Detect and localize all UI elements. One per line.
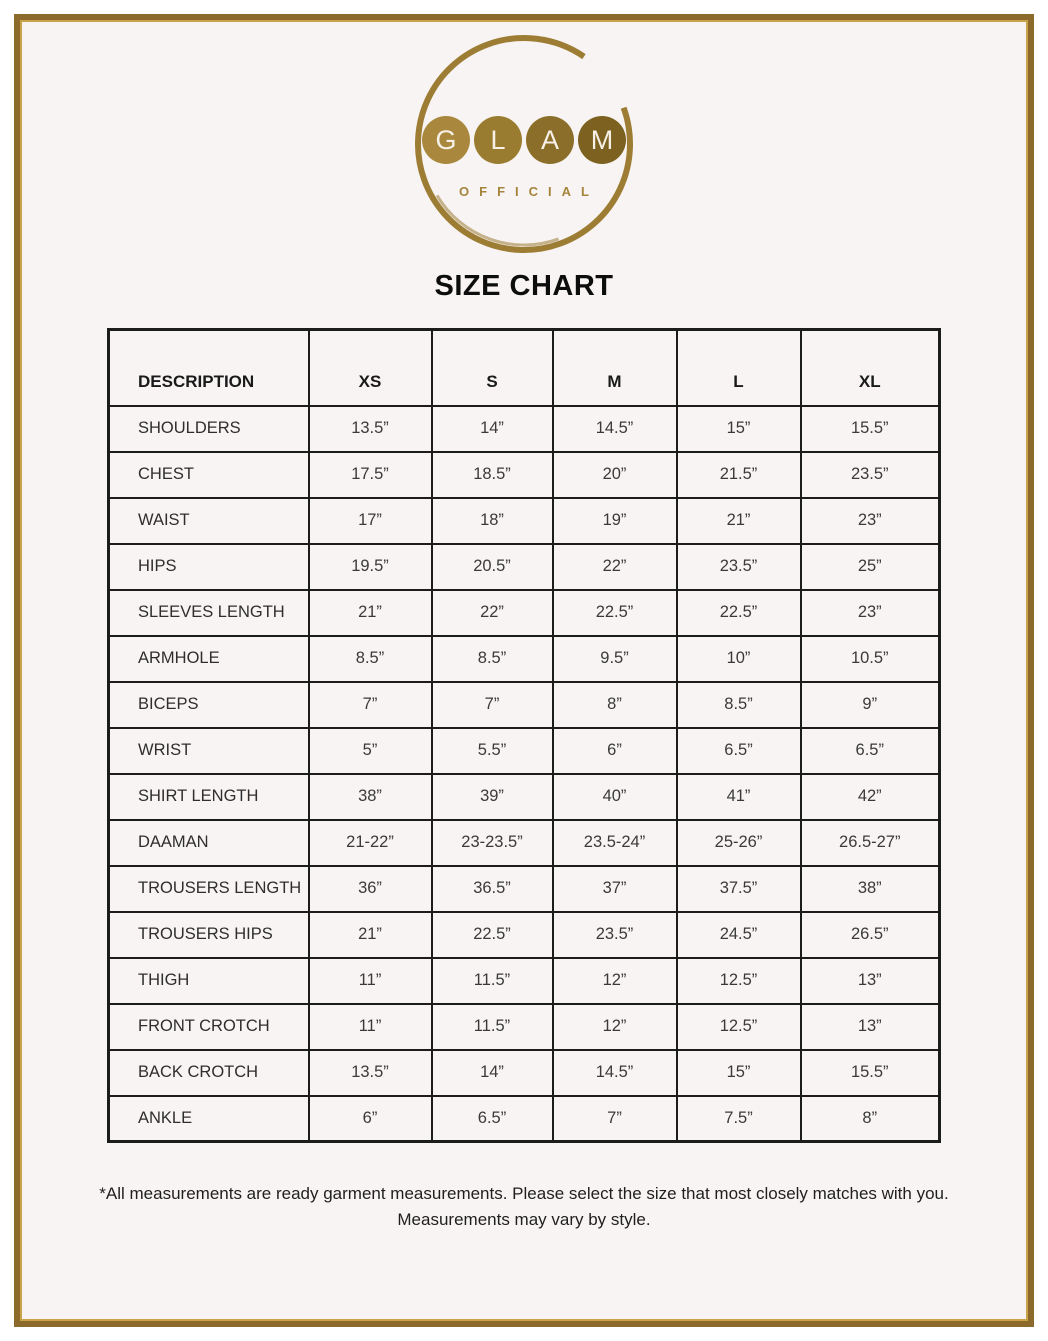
cell-value: 23” xyxy=(801,498,940,544)
row-label: SHIRT LENGTH xyxy=(109,774,309,820)
cell-value: 9.5” xyxy=(553,636,677,682)
table-header-row xyxy=(109,330,940,406)
logo-letter-circle-l: L xyxy=(474,116,522,164)
cell-value: 13.5” xyxy=(309,406,432,452)
page-frame xyxy=(14,14,1034,1327)
cell-value: 18.5” xyxy=(432,452,553,498)
row-label: SHOULDERS xyxy=(109,406,309,452)
logo-letter-circle-m: M xyxy=(578,116,626,164)
cell-value: 37” xyxy=(553,866,677,912)
table-row xyxy=(109,590,940,636)
table-row xyxy=(109,912,940,958)
column-header-xs: XS xyxy=(309,330,432,406)
cell-value: 23-23.5” xyxy=(432,820,553,866)
cell-value: 8.5” xyxy=(677,682,801,728)
cell-value: 11.5” xyxy=(432,958,553,1004)
cell-value: 22.5” xyxy=(432,912,553,958)
cell-value: 8” xyxy=(553,682,677,728)
cell-value: 12.5” xyxy=(677,1004,801,1050)
row-label: WAIST xyxy=(109,498,309,544)
cell-value: 23.5” xyxy=(801,452,940,498)
cell-value: 13” xyxy=(801,1004,940,1050)
row-label: SLEEVES LENGTH xyxy=(109,590,309,636)
cell-value: 6.5” xyxy=(677,728,801,774)
cell-value: 15” xyxy=(677,1050,801,1096)
cell-value: 22” xyxy=(432,590,553,636)
cell-value: 12” xyxy=(553,958,677,1004)
row-label: BICEPS xyxy=(109,682,309,728)
cell-value: 7” xyxy=(309,682,432,728)
column-header-xl: XL xyxy=(801,330,940,406)
cell-value: 6.5” xyxy=(801,728,940,774)
cell-value: 22” xyxy=(553,544,677,590)
logo-letter-circle-g: G xyxy=(422,116,470,164)
logo-subtitle: OFFICIAL xyxy=(459,184,599,199)
table-row xyxy=(109,1096,940,1142)
cell-value: 15” xyxy=(677,406,801,452)
column-header-description: DESCRIPTION xyxy=(109,330,309,406)
cell-value: 8” xyxy=(801,1096,940,1142)
cell-value: 12.5” xyxy=(677,958,801,1004)
cell-value: 23.5” xyxy=(553,912,677,958)
cell-value: 39” xyxy=(432,774,553,820)
cell-value: 11” xyxy=(309,958,432,1004)
cell-value: 6” xyxy=(553,728,677,774)
table-row xyxy=(109,728,940,774)
column-header-l: L xyxy=(677,330,801,406)
cell-value: 21.5” xyxy=(677,452,801,498)
cell-value: 26.5-27” xyxy=(801,820,940,866)
cell-value: 23” xyxy=(801,590,940,636)
row-label: CHEST xyxy=(109,452,309,498)
cell-value: 23.5-24” xyxy=(553,820,677,866)
cell-value: 21” xyxy=(677,498,801,544)
cell-value: 6” xyxy=(309,1096,432,1142)
table-row xyxy=(109,958,940,1004)
cell-value: 9” xyxy=(801,682,940,728)
cell-value: 8.5” xyxy=(309,636,432,682)
cell-value: 7” xyxy=(432,682,553,728)
cell-value: 15.5” xyxy=(801,406,940,452)
table-row xyxy=(109,820,940,866)
cell-value: 13” xyxy=(801,958,940,1004)
cell-value: 24.5” xyxy=(677,912,801,958)
table-row xyxy=(109,498,940,544)
cell-value: 14” xyxy=(432,1050,553,1096)
cell-value: 18” xyxy=(432,498,553,544)
table-row xyxy=(109,1050,940,1096)
cell-value: 21-22” xyxy=(309,820,432,866)
row-label: BACK CROTCH xyxy=(109,1050,309,1096)
table-row xyxy=(109,682,940,728)
cell-value: 23.5” xyxy=(677,544,801,590)
footer-line-2: Measurements may vary by style. xyxy=(397,1210,651,1229)
cell-value: 11” xyxy=(309,1004,432,1050)
cell-value: 21” xyxy=(309,912,432,958)
cell-value: 7.5” xyxy=(677,1096,801,1142)
table-row xyxy=(109,774,940,820)
footer-note xyxy=(20,1181,1028,1233)
table-body xyxy=(109,406,940,1142)
cell-value: 14” xyxy=(432,406,553,452)
cell-value: 12” xyxy=(553,1004,677,1050)
cell-value: 38” xyxy=(309,774,432,820)
table-row xyxy=(109,544,940,590)
cell-value: 25” xyxy=(801,544,940,590)
row-label: ANKLE xyxy=(109,1096,309,1142)
cell-value: 36” xyxy=(309,866,432,912)
cell-value: 22.5” xyxy=(553,590,677,636)
cell-value: 5” xyxy=(309,728,432,774)
cell-value: 20.5” xyxy=(432,544,553,590)
cell-value: 22.5” xyxy=(677,590,801,636)
cell-value: 11.5” xyxy=(432,1004,553,1050)
cell-value: 13.5” xyxy=(309,1050,432,1096)
cell-value: 7” xyxy=(553,1096,677,1142)
cell-value: 5.5” xyxy=(432,728,553,774)
row-label: TROUSERS LENGTH xyxy=(109,866,309,912)
logo-letters xyxy=(422,116,626,164)
row-label: FRONT CROTCH xyxy=(109,1004,309,1050)
cell-value: 14.5” xyxy=(553,1050,677,1096)
cell-value: 17.5” xyxy=(309,452,432,498)
column-header-s: S xyxy=(432,330,553,406)
cell-value: 38” xyxy=(801,866,940,912)
cell-value: 6.5” xyxy=(432,1096,553,1142)
cell-value: 20” xyxy=(553,452,677,498)
column-header-m: M xyxy=(553,330,677,406)
row-label: HIPS xyxy=(109,544,309,590)
cell-value: 25-26” xyxy=(677,820,801,866)
cell-value: 42” xyxy=(801,774,940,820)
page-title: SIZE CHART xyxy=(434,270,614,302)
cell-value: 19.5” xyxy=(309,544,432,590)
cell-value: 8.5” xyxy=(432,636,553,682)
cell-value: 26.5” xyxy=(801,912,940,958)
cell-value: 15.5” xyxy=(801,1050,940,1096)
row-label: ARMHOLE xyxy=(109,636,309,682)
size-chart-table xyxy=(107,328,941,1143)
table-row xyxy=(109,636,940,682)
cell-value: 21” xyxy=(309,590,432,636)
table-row xyxy=(109,866,940,912)
table-row xyxy=(109,406,940,452)
cell-value: 10” xyxy=(677,636,801,682)
row-label: TROUSERS HIPS xyxy=(109,912,309,958)
row-label: DAAMAN xyxy=(109,820,309,866)
cell-value: 17” xyxy=(309,498,432,544)
cell-value: 14.5” xyxy=(553,406,677,452)
cell-value: 41” xyxy=(677,774,801,820)
table-row xyxy=(109,452,940,498)
cell-value: 40” xyxy=(553,774,677,820)
brand-logo xyxy=(408,28,640,260)
cell-value: 37.5” xyxy=(677,866,801,912)
row-label: THIGH xyxy=(109,958,309,1004)
table-row xyxy=(109,1004,940,1050)
cell-value: 19” xyxy=(553,498,677,544)
row-label: WRIST xyxy=(109,728,309,774)
cell-value: 10.5” xyxy=(801,636,940,682)
cell-value: 36.5” xyxy=(432,866,553,912)
footer-line-1: *All measurements are ready garment measurements. Please select the size that most closely matches with you. xyxy=(99,1184,949,1203)
logo-letter-circle-a: A xyxy=(526,116,574,164)
